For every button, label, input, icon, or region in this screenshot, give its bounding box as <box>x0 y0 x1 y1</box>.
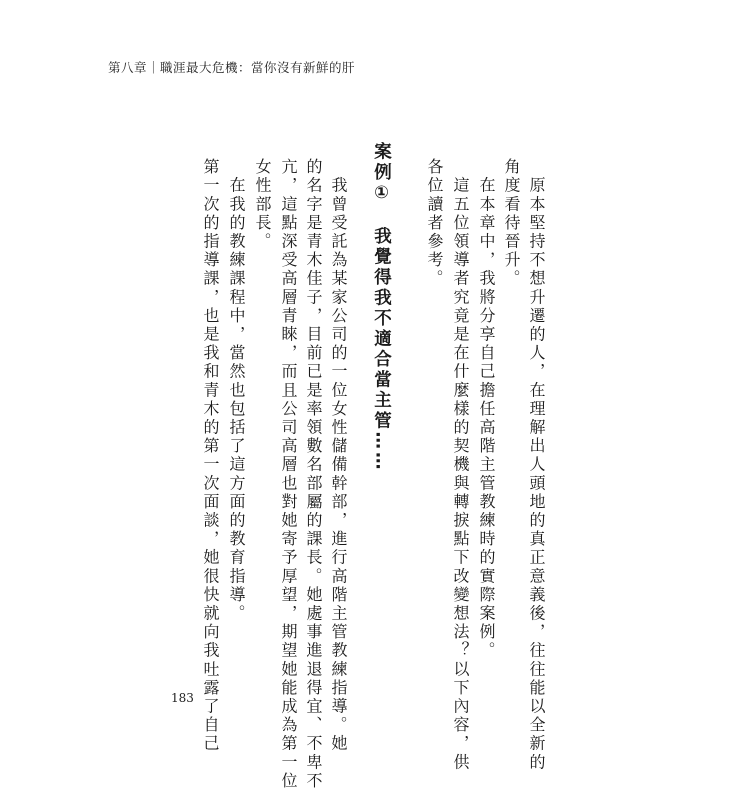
text-column: 角度看待晉升。 <box>502 158 521 289</box>
section-heading: 案例① 我覺得我不適合當主管…… <box>371 142 392 473</box>
text-column: 第一次的指導課，也是我和青木的第一次面談，她很快就向我吐露了自己 <box>201 158 220 754</box>
text-column: 各位讀者參考。 <box>425 158 444 289</box>
text-column: 這五位領導者究竟是在什麼樣的契機與轉捩點下改變想法？以下內容，供 <box>451 158 470 772</box>
running-header: 第八章｜職涯最大危機：當你沒有新鮮的肝 <box>108 60 356 75</box>
page-number: 183 <box>171 691 194 705</box>
text-column: 原本堅持不想升遷的人，在理解出人頭地的真正意義後，往往能以全新的 <box>527 158 546 772</box>
text-column: 亢，這點深受高層青睞，而且公司高層也對她寄予厚望，期望她能成為第一位 <box>279 158 298 790</box>
text-column: 的名字是青木佳子，目前已是率領數名部屬的課長。她處事進退得宜、不卑不 <box>304 158 323 790</box>
text-column: 我曾受託為某家公司的一位女性儲備幹部，進行高階主管教練指導。她 <box>329 158 348 754</box>
text-column: 女性部長。 <box>253 158 272 251</box>
text-column: 在本章中，我將分享自己擔任高階主管教練時的實際案例。 <box>477 158 496 661</box>
text-column: 在我的教練課程中，當然也包括了這方面的教育指導。 <box>227 158 246 623</box>
